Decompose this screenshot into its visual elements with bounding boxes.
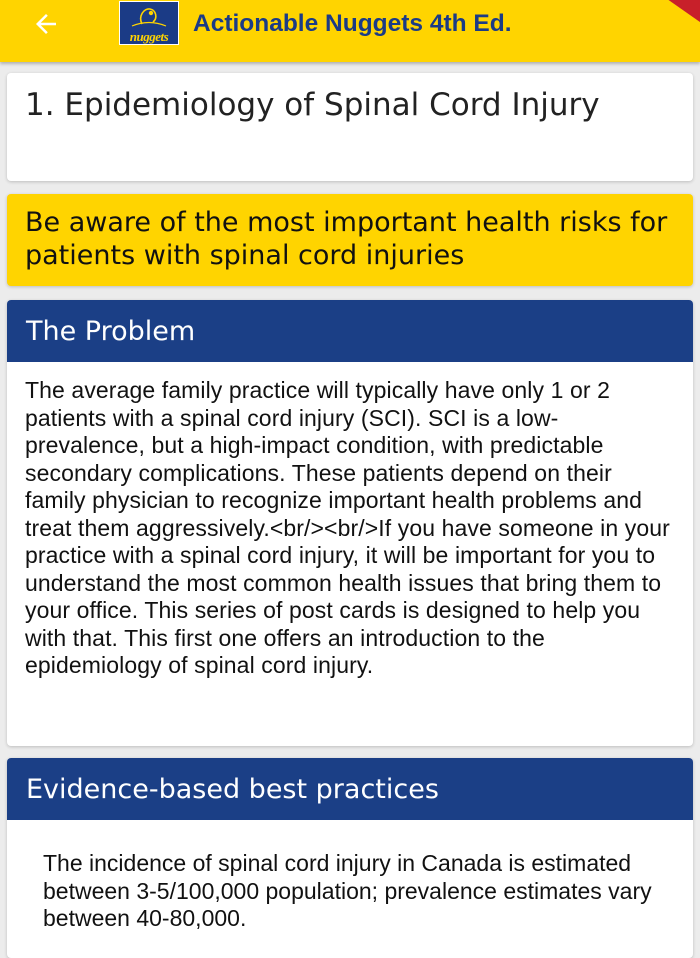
app-bar	[0, 0, 700, 62]
logo-wordmark: nuggets	[129, 29, 169, 44]
lesson-tagline: Be aware of the most important health risks for patients with spinal cord injuries	[25, 207, 668, 271]
lesson-title: 1. Epidemiology of Spinal Cord Injury	[25, 87, 600, 123]
problem-heading: The Problem	[7, 300, 693, 362]
lesson-tagline-card	[7, 194, 693, 286]
problem-body-text: The average family practice will typically have only 1 or 2 patients with a spinal cord injury (SCI). SCI is a low-prevalence, but a high-impact condition, with predictable secondary complications. These patients depend on their family physician to recognize important health problems and treat them aggressively.<br/><br/>If you have someone in your practice with a spinal cord injury, it will be important for you to understand the most common health issues that bring them to your office. This series of post cards is designed to help you with that. This first one offers an introduction to the epidemiology of spinal cord injury.	[25, 377, 670, 678]
logo-emblem-icon	[120, 2, 178, 32]
evidence-heading: Evidence-based best practices	[7, 758, 693, 820]
corner-ribbon	[661, 0, 700, 29]
arrow-left-icon	[31, 9, 61, 39]
back-button[interactable]	[22, 4, 70, 44]
problem-section	[7, 300, 693, 746]
app-title: Actionable Nuggets 4th Ed.	[193, 10, 512, 37]
evidence-body-text: The incidence of spinal cord injury in Canada is estimated between 3-5/100,000 population; prevalence estimates vary between 40-80,000.	[43, 850, 652, 931]
app-logo	[119, 1, 179, 45]
lesson-title-card	[7, 73, 693, 181]
evidence-section	[7, 758, 693, 958]
